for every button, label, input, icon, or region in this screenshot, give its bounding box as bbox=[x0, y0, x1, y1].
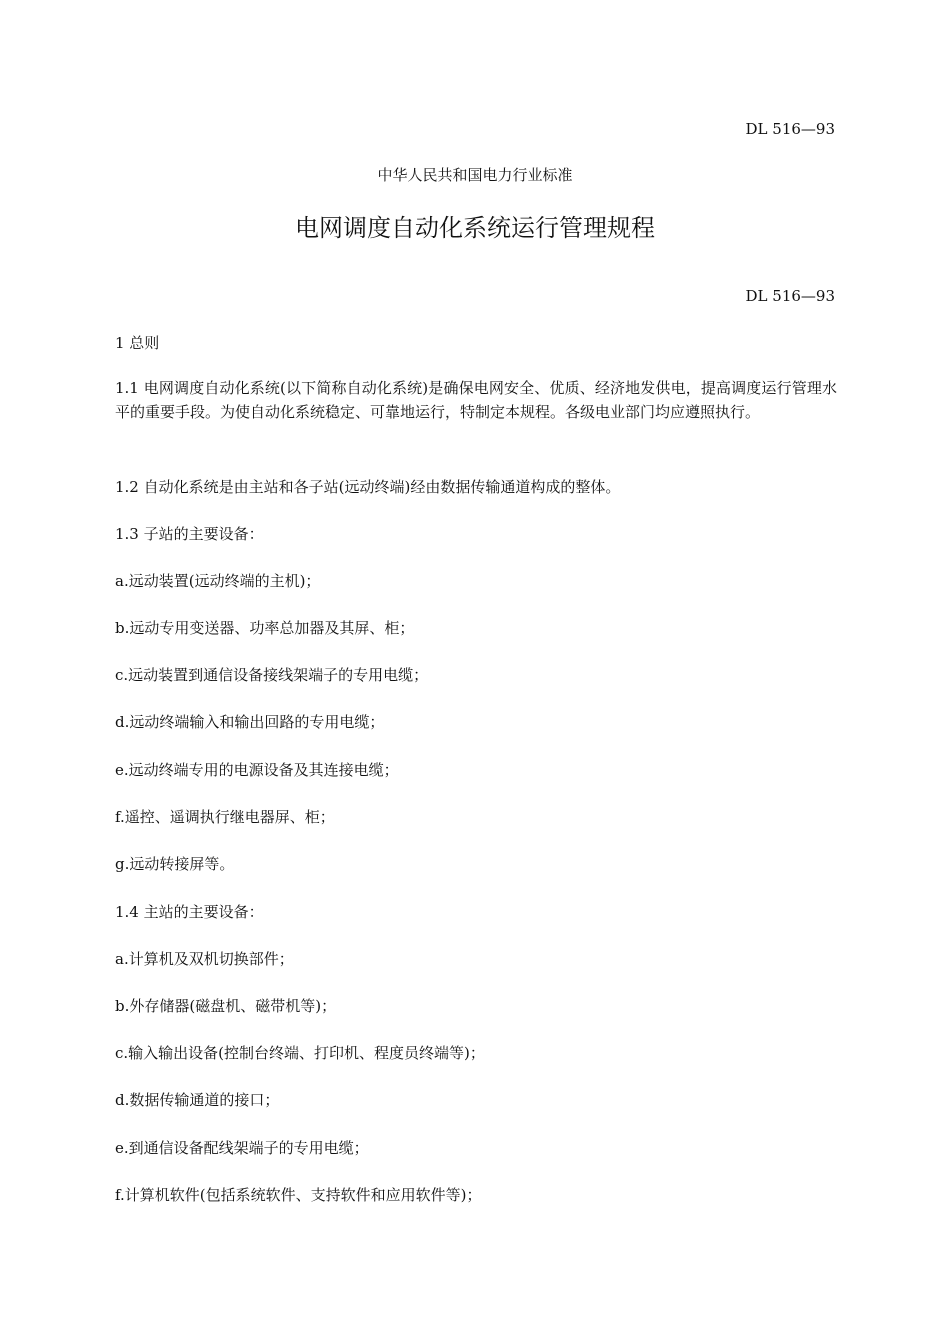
clause-1-2: 1.2 自动化系统是由主站和各子站(远动终端)经由数据传输通道构成的整体。 bbox=[115, 478, 621, 496]
substation-item: g.远动转接屏等。 bbox=[115, 855, 235, 873]
master-station-item: e.到通信设备配线架端子的专用电缆； bbox=[115, 1139, 369, 1157]
substation-item: b.远动专用变送器、功率总加器及其屏、柜； bbox=[115, 619, 415, 637]
master-station-item: a.计算机及双机切换部件； bbox=[115, 950, 294, 968]
clause-1-4: 1.4 主站的主要设备： bbox=[115, 903, 264, 921]
clause-1-3: 1.3 子站的主要设备： bbox=[115, 525, 264, 543]
document-title: 电网调度自动化系统运行管理规程 bbox=[295, 214, 655, 242]
standard-code-top: DL 516—93 bbox=[745, 120, 835, 138]
substation-item: c.远动装置到通信设备接线架端子的专用电缆； bbox=[115, 666, 429, 684]
master-station-item: c.输入输出设备(控制台终端、打印机、程度员终端等)； bbox=[115, 1044, 485, 1062]
substation-item: a.远动装置(远动终端的主机)； bbox=[115, 572, 321, 590]
master-station-item: d.数据传输通道的接口； bbox=[115, 1091, 280, 1109]
master-station-item: b.外存储器(磁盘机、磁带机等)； bbox=[115, 997, 337, 1015]
standard-code-second: DL 516—93 bbox=[745, 287, 835, 305]
clause-1-1: 1.1 电网调度自动化系统(以下简称自动化系统)是确保电网安全、优质、经济地发供电，提高调度运行管理水平的重要手段。为使自动化系统稳定、可靠地运行，特制定本规程。各级电业部门均应遵照执行。 bbox=[115, 379, 837, 421]
master-station-item: f.计算机软件(包括系统软件、支持软件和应用软件等)； bbox=[115, 1186, 482, 1204]
substation-item: e.远动终端专用的电源设备及其连接电缆； bbox=[115, 761, 399, 779]
substation-item: d.远动终端输入和输出回路的专用电缆； bbox=[115, 713, 385, 731]
section-heading-general: 1 总则 bbox=[115, 334, 160, 352]
industry-standard-label: 中华人民共和国电力行业标准 bbox=[377, 166, 573, 184]
substation-item: f.遥控、遥调执行继电器屏、柜； bbox=[115, 808, 335, 826]
